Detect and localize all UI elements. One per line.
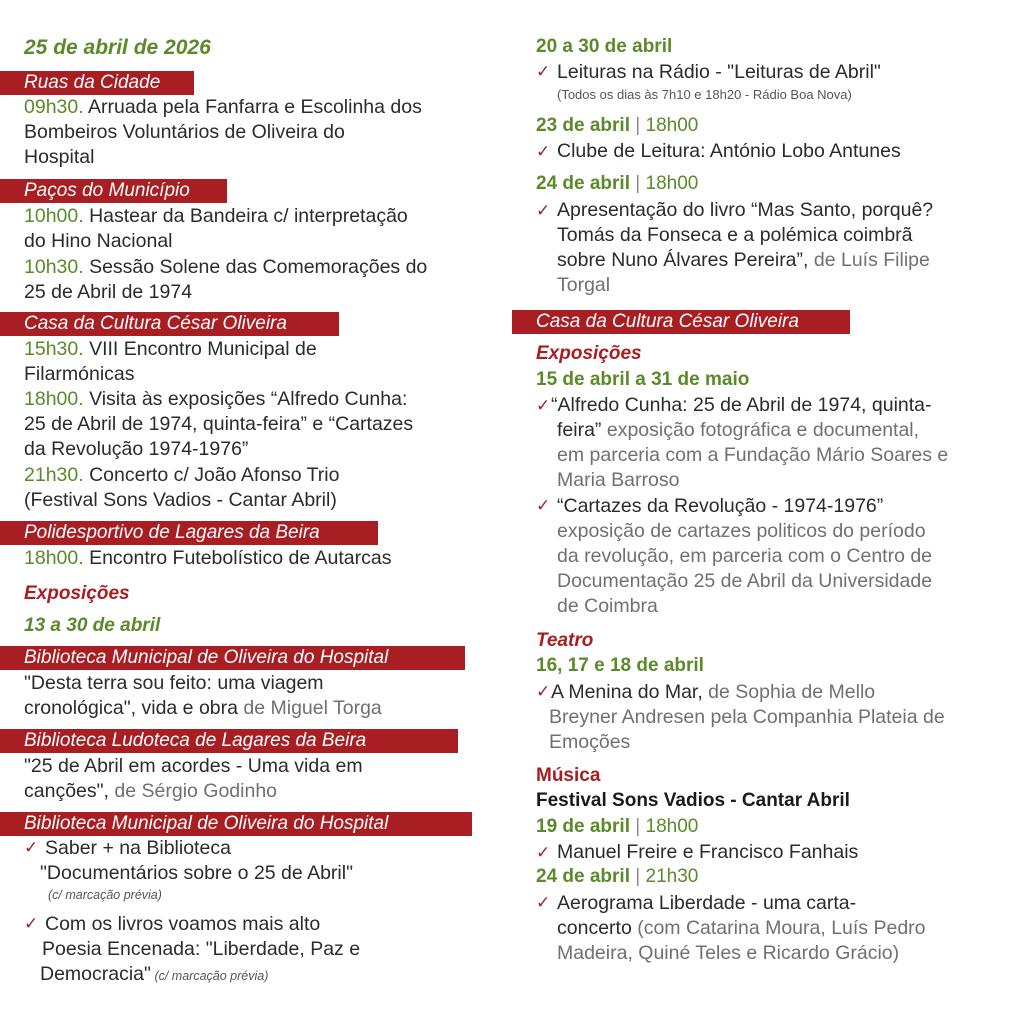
author-text: de Miguel Torga bbox=[237, 697, 382, 719]
time: 10h00. bbox=[24, 205, 84, 227]
pacos-line1 bbox=[24, 204, 408, 229]
section-bar-casa: Casa da Cultura César Oliveira bbox=[0, 312, 339, 336]
musica1: Manuel Freire e Francisco Fanhais bbox=[557, 841, 859, 863]
event-text: Concerto c/ João Afonso Trio bbox=[83, 464, 340, 486]
section-bar-ludoteca: Biblioteca Ludoteca de Lagares da Beira bbox=[0, 729, 458, 753]
ruas-line3: Hospital bbox=[24, 146, 95, 168]
separator: | bbox=[635, 115, 641, 136]
date-16-18: 16, 17 e 18 de abril bbox=[536, 655, 704, 676]
expo1-line1: “Alfredo Cunha: 25 de Abril de 1974, quinta- bbox=[551, 394, 932, 416]
musica-heading: Música bbox=[536, 765, 601, 786]
clube-leitura: Clube de Leitura: António Lobo Antunes bbox=[557, 140, 901, 162]
author-text: de Luís Filipe bbox=[808, 249, 930, 271]
time: 09h30. bbox=[24, 96, 84, 118]
teatro-heading: Teatro bbox=[536, 630, 594, 651]
event-text: Encontro Futebolístico de Autarcas bbox=[83, 547, 392, 569]
title-text: A Menina do Mar, bbox=[551, 681, 703, 703]
leituras-line1: Leituras na Rádio - "Leituras de Abril" bbox=[557, 61, 881, 83]
event-text: VIII Encontro Municipal de bbox=[83, 338, 317, 360]
date-text: 23 de abril bbox=[536, 115, 630, 136]
title-text: concerto bbox=[557, 917, 632, 939]
expo2-line3: da revolução, em parceria com o Centro de bbox=[557, 545, 933, 567]
expo1-line3: em parceria com a Fundação Mário Soares e bbox=[557, 444, 949, 466]
time: 21h30. bbox=[24, 464, 84, 486]
date-text: 19 de abril bbox=[536, 816, 630, 837]
casa-line2: Filarmónicas bbox=[24, 363, 135, 385]
livro-line4: Torgal bbox=[557, 274, 611, 296]
casa-line4: 25 de Abril de 1974, quinta-feira” e “Cartazes bbox=[24, 413, 414, 435]
teatro-line3: Emoções bbox=[549, 731, 631, 753]
desc-text: (com Catarina Moura, Luís Pedro bbox=[631, 917, 926, 939]
teatro-line2: Breyner Andresen pela Companhia Plateia de bbox=[549, 706, 945, 728]
check-icon: ✓ bbox=[24, 914, 39, 933]
date-24 bbox=[536, 173, 698, 195]
section-bar-casa-right: Casa da Cultura César Oliveira bbox=[512, 310, 850, 334]
expo2-line1: “Cartazes da Revolução - 1974-1976” bbox=[557, 495, 884, 517]
title-text: Democracia" bbox=[40, 963, 151, 985]
biblioteca2-item2-line3 bbox=[40, 962, 268, 989]
separator: | bbox=[635, 816, 641, 837]
check-icon: ✓ bbox=[536, 201, 551, 220]
event-text: Arruada pela Fanfarra e Escolinha dos bbox=[83, 96, 422, 118]
expo1-line2 bbox=[557, 418, 919, 443]
event-text: Hastear da Bandeira c/ interpretação bbox=[83, 205, 408, 227]
pacos-line3 bbox=[24, 255, 427, 280]
biblioteca2-item2-line1: Com os livros voamos mais alto bbox=[45, 913, 321, 935]
leituras-note: (Todos os dias às 7h10 e 18h20 - Rádio Boa Nova) bbox=[557, 87, 852, 102]
biblioteca2-item1-note: (c/ marcação prévia) bbox=[48, 888, 162, 902]
ruas-line2: Bombeiros Voluntários de Oliveira do bbox=[24, 121, 345, 143]
title-text: canções", bbox=[24, 780, 109, 802]
expo2-line4: Documentação 25 de Abril da Universidade bbox=[557, 570, 933, 592]
teatro-line1 bbox=[551, 680, 875, 705]
check-icon: ✓ bbox=[24, 838, 39, 857]
time: 18h00 bbox=[645, 816, 699, 837]
check-icon: ✓ bbox=[536, 843, 551, 862]
check-icon: ✓ bbox=[536, 142, 551, 161]
author-text: de Sérgio Godinho bbox=[108, 780, 278, 802]
section-bar-ruas: Ruas da Cidade bbox=[0, 71, 194, 95]
exposicoes-heading-right: Exposições bbox=[536, 343, 642, 364]
biblioteca2-item2-line2: Poesia Encenada: "Liberdade, Paz e bbox=[42, 938, 361, 960]
check-icon: ✓ bbox=[536, 893, 551, 912]
livro-line2: Tomás da Fonseca e a polémica coimbrã bbox=[557, 224, 913, 246]
time: 18h00 bbox=[645, 115, 699, 136]
expo2-line5: de Coimbra bbox=[557, 595, 658, 617]
pacos-line2: do Hino Nacional bbox=[24, 230, 173, 252]
biblioteca1-line1: "Desta terra sou feito: uma viagem bbox=[24, 672, 324, 694]
author-text: de Sophia de Mello bbox=[702, 681, 876, 703]
casa-line6 bbox=[24, 463, 339, 488]
musica2-line3: Madeira, Quiné Teles e Ricardo Grácio) bbox=[557, 942, 900, 964]
section-bar-biblioteca2: Biblioteca Municipal de Oliveira do Hospital bbox=[0, 812, 472, 836]
exposicoes-heading: Exposições bbox=[24, 583, 130, 604]
ruas-line1 bbox=[24, 95, 422, 120]
polidesportivo-line1 bbox=[24, 546, 392, 571]
ludoteca-line1: "25 de Abril em acordes - Uma vida em bbox=[24, 755, 363, 777]
livro-line3 bbox=[557, 248, 930, 273]
date-23 bbox=[536, 115, 698, 137]
casa-line1 bbox=[24, 337, 317, 362]
ludoteca-line2 bbox=[24, 779, 277, 804]
event-text: Visita às exposições “Alfredo Cunha: bbox=[83, 388, 408, 410]
expo2-line2: exposição de cartazes politicos do período bbox=[557, 520, 926, 542]
desc-text: exposição fotográfica e documental, bbox=[601, 419, 920, 441]
check-icon: ✓ bbox=[536, 62, 551, 81]
livro-line1: Apresentação do livro “Mas Santo, porquê? bbox=[557, 199, 934, 221]
musica2-line2 bbox=[557, 916, 926, 941]
check-icon: ✓ bbox=[536, 682, 551, 701]
section-bar-biblioteca1: Biblioteca Municipal de Oliveira do Hospital bbox=[0, 646, 465, 670]
date-heading: 25 de abril de 2026 bbox=[24, 36, 211, 59]
separator: | bbox=[635, 173, 641, 194]
date-19 bbox=[536, 816, 698, 838]
expo-date: 13 a 30 de abril bbox=[24, 615, 161, 636]
expo1-line4: Maria Barroso bbox=[557, 469, 680, 491]
check-icon: ✓ bbox=[536, 396, 551, 415]
section-bar-pacos: Paços do Município bbox=[0, 179, 227, 203]
time: 18h00. bbox=[24, 388, 84, 410]
date-20-30: 20 a 30 de abril bbox=[536, 36, 673, 57]
time: 18h00. bbox=[24, 547, 84, 569]
separator: | bbox=[635, 866, 641, 887]
time: 15h30. bbox=[24, 338, 84, 360]
biblioteca2-item1-line1: Saber + na Biblioteca bbox=[45, 837, 231, 859]
title-text: feira” bbox=[557, 419, 602, 441]
note-text: (c/ marcação prévia) bbox=[150, 969, 269, 983]
pacos-line4: 25 de Abril de 1974 bbox=[24, 281, 193, 303]
title-text: cronológica", vida e obra bbox=[24, 697, 238, 719]
date-15-31: 15 de abril a 31 de maio bbox=[536, 369, 750, 390]
musica2-line1: Aerograma Liberdade - uma carta- bbox=[557, 892, 857, 914]
title-text: sobre Nuno Álvares Pereira”, bbox=[557, 249, 809, 271]
casa-line3 bbox=[24, 387, 407, 412]
casa-line5: da Revolução 1974-1976” bbox=[24, 438, 249, 460]
festival-heading: Festival Sons Vadios - Cantar Abril bbox=[536, 790, 850, 811]
biblioteca2-item1-line2: "Documentários sobre o 25 de Abril" bbox=[40, 862, 354, 884]
event-text: Sessão Solene das Comemorações do bbox=[83, 256, 428, 278]
biblioteca1-line2 bbox=[24, 696, 382, 721]
date-24-musica bbox=[536, 866, 698, 888]
time: 10h30. bbox=[24, 256, 84, 278]
section-bar-polidesportivo: Polidesportivo de Lagares da Beira bbox=[0, 521, 378, 545]
time: 21h30 bbox=[645, 866, 699, 887]
date-text: 24 de abril bbox=[536, 173, 630, 194]
time: 18h00 bbox=[645, 173, 699, 194]
check-icon: ✓ bbox=[536, 496, 551, 515]
date-text: 24 de abril bbox=[536, 866, 630, 887]
casa-line7: (Festival Sons Vadios - Cantar Abril) bbox=[24, 489, 337, 511]
